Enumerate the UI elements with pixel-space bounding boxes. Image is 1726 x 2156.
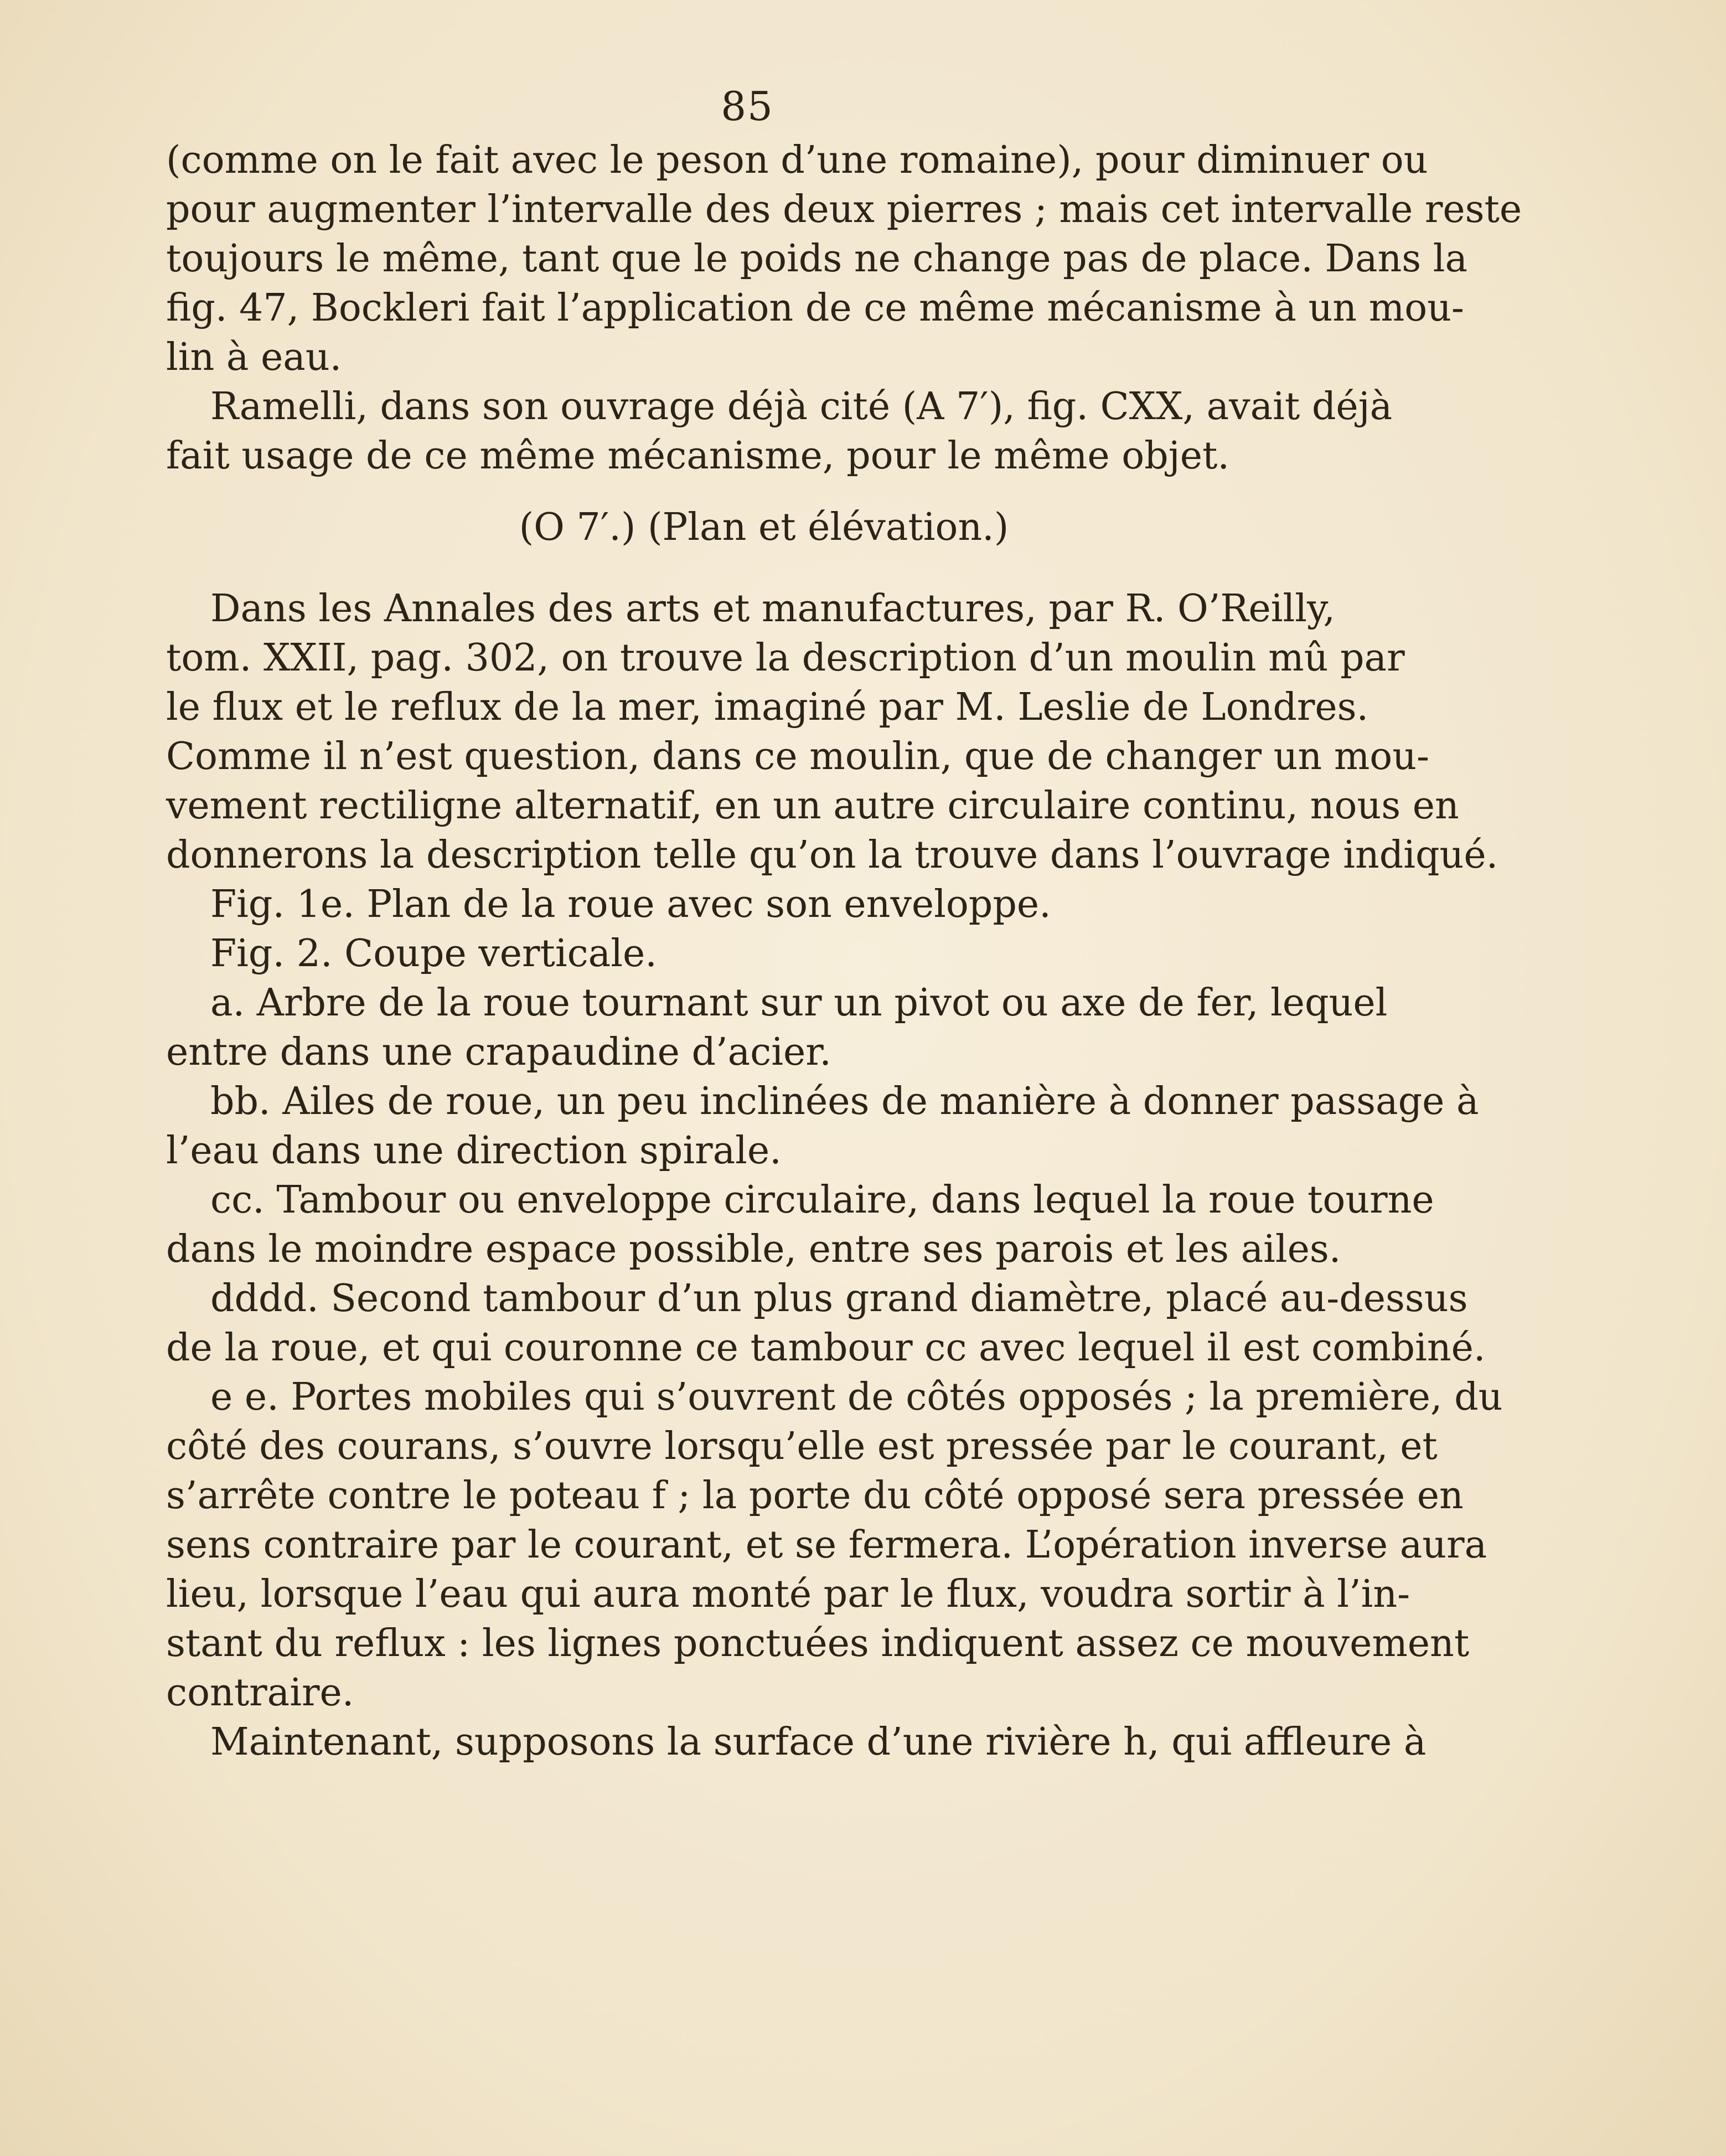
text-line: Ramelli, dans son ouvrage déjà cité (A 7′), fig. CXX, avait déjà <box>210 385 1393 429</box>
text-line: donnerons la description telle qu’on la trouve dans l’ouvrage indiqué. <box>166 833 1498 877</box>
text-line: Fig. 1e. Plan de la roue avec son enveloppe. <box>210 883 1051 926</box>
text-line: cc. Tambour ou enveloppe circulaire, dans lequel la roue tourne <box>210 1178 1434 1222</box>
text-line: Dans les Annales des arts et manufactures, par R. O’Reilly, <box>210 587 1336 631</box>
text-line: entre dans une crapaudine d’acier. <box>166 1030 831 1074</box>
text-line: le flux et le reflux de la mer, imaginé par M. Leslie de Londres. <box>166 685 1369 729</box>
text-line: s’arrête contre le poteau f ; la porte du côté opposé sera pressée en <box>166 1474 1464 1518</box>
text-line: fait usage de ce même mécanisme, pour le même objet. <box>166 434 1229 478</box>
text-line: l’eau dans une direction spirale. <box>166 1129 782 1173</box>
text-line: sens contraire par le courant, et se fermera. L’opération inverse aura <box>166 1523 1487 1567</box>
text-line: fig. 47, Bockleri fait l’application de ce même mécanisme à un mou- <box>166 286 1464 330</box>
text-line: contraire. <box>166 1671 354 1715</box>
text-line: lin à eau. <box>166 336 342 379</box>
text-line: vement rectiligne alternatif, en un autre circulaire continu, nous en <box>166 784 1459 828</box>
text-line: pour augmenter l’intervalle des deux pierres ; mais cet intervalle reste <box>166 188 1522 231</box>
text-line: lieu, lorsque l’eau qui aura monté par le flux, voudra sortir à l’in- <box>166 1572 1410 1616</box>
text-line: tom. XXII, pag. 302, on trouve la description d’un moulin mû par <box>166 636 1405 680</box>
text-line: toujours le même, tant que le poids ne change pas de place. Dans la <box>166 237 1468 281</box>
text-line: e e. Portes mobiles qui s’ouvrent de côtés opposés ; la première, du <box>210 1375 1503 1419</box>
page-number: 85 <box>721 83 774 130</box>
text-line: côté des courans, s’ouvre lorsqu’elle est pressée par le courant, et <box>166 1425 1438 1468</box>
text-line: dans le moindre espace possible, entre ses parois et les ailes. <box>166 1227 1341 1271</box>
text-line: (comme on le fait avec le peson d’une romaine), pour diminuer ou <box>166 138 1428 182</box>
text-line: bb. Ailes de roue, un peu inclinées de manière à donner passage à <box>210 1080 1479 1123</box>
section-heading: (O 7′.) (Plan et élévation.) <box>519 506 1009 549</box>
text-line: a. Arbre de la roue tournant sur un pivot ou axe de fer, lequel <box>210 981 1388 1025</box>
body-text <box>166 136 1522 1767</box>
text-line: dddd. Second tambour d’un plus grand diamètre, placé au-dessus <box>210 1277 1468 1321</box>
text-line: Maintenant, supposons la surface d’une rivière h, qui affleure à <box>210 1720 1427 1764</box>
text-line: Fig. 2. Coupe verticale. <box>210 932 657 976</box>
text-line: de la roue, et qui couronne ce tambour cc avec lequel il est combiné. <box>166 1326 1486 1370</box>
text-line: Comme il n’est question, dans ce moulin, que de changer un mou- <box>166 735 1430 778</box>
text-line: stant du reflux : les lignes ponctuées indiquent assez ce mouvement <box>166 1622 1470 1665</box>
